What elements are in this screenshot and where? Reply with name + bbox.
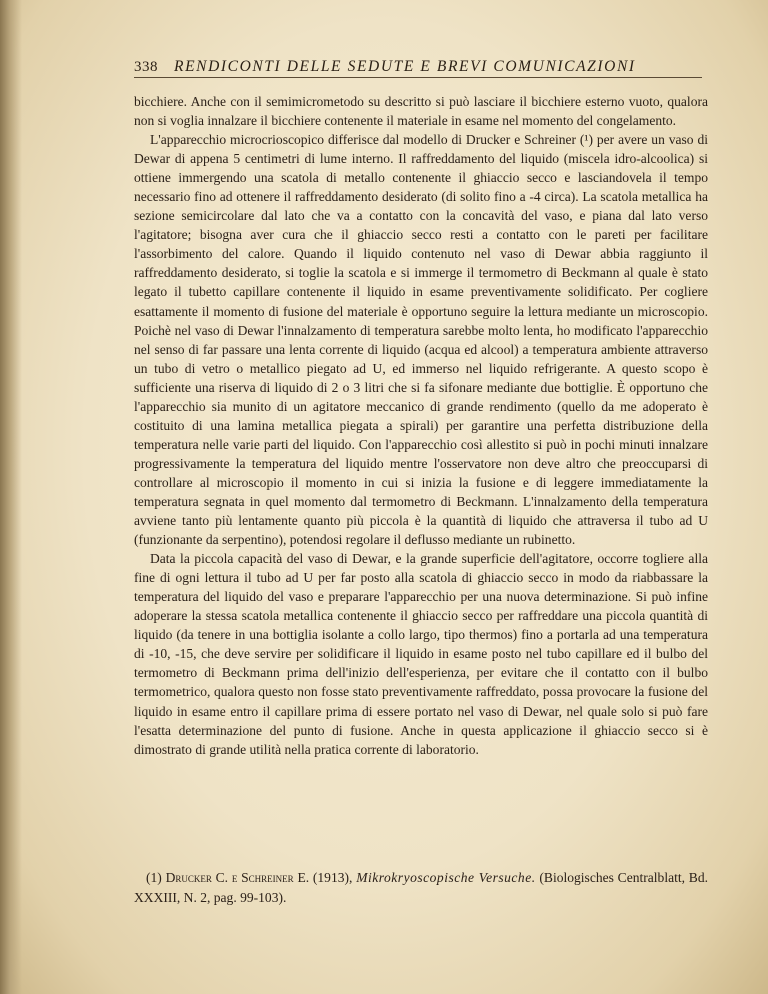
- paragraph-continuation: bicchiere. Anche con il semimicrometodo su descritto si può lasciare il bicchiere esterno vuoto, qualora non si voglia innalzare il bicchiere contenente il materiale in esame nel momento del congelamento.: [134, 94, 708, 129]
- running-head: RENDICONTI DELLE SEDUTE E BREVI COMUNICAZIONI: [174, 58, 636, 75]
- page-number: 338: [134, 59, 158, 75]
- footnote-authors: Drucker C. e Schreiner E.: [165, 870, 310, 885]
- header-rule: [134, 77, 702, 78]
- footnote: [134, 868, 708, 907]
- paragraph-apparatus: L'apparecchio microcrioscopico differisce dal modello di Drucker e Schreiner (¹) per avere un vaso di Dewar di appena 5 centimetri di lume interno. Il raffreddamento del liquido (miscela idro-alcoolica) si ottiene immergendo una scatola di metallo contenente il ghiaccio secco e lasciandovela il tempo necessario fino ad ottenere il raffreddamento desiderato (di solito fino a -4 circa). La scatola metallica ha sezione semicircolare dal lato che va a contatto con la concavità del vaso, e piana dal lato verso l'agitatore; bisogna aver cura che il ghiaccio secco resti a contatto con le pareti per facilitare l'assorbimento del calore. Quando il liquido contenuto nel vaso di Dewar abbia raggiunto il raffreddamento desiderato, si toglie la scatola e si immerge il termometro di Beckmann al quale è stato legato il tubetto capillare contenente il liquido in esame preventivamente solidificato. Per cogliere esattamente il momento di fusione del materiale è opportuno seguire la lettura mediante un microscopio. Poichè nel vaso di Dewar l'innalzamento di temperatura sarebbe molto lenta, ho modificato l'apparecchio nel senso di far passare una lenta corrente di liquido (acqua ed alcool) a temperatura ambiente attraverso un tubo di vetro o metallico piegato ad U, ed immerso nel liquido refrigerante. A questo scopo è sufficiente una riserva di liquido di 2 o 3 litri che si fa sifonare mediante due bottiglie. È opportuno che l'apparecchio sia munito di un agitatore meccanico di grande rendimento (quello da me adoperato è costituito di una lamina metallica piegata a spirali) per garantire una perfetta distribuzione della temperatura nelle varie parti del liquido. Con l'apparecchio così allestito si può in pochi minuti innalzare progressivamente la temperatura del liquido mentre l'osservatore non deve altro che preoccuparsi di controllare al microscopio il momento in cui si inizia la fusione e di leggere immediatamente la temperatura segnata in quel momento dal termometro di Beckmann. L'innalzamento della temperatura avviene tanto più lentamente quanto più piccola è la quantità di liquido che attraversa il tubo ad U (funzionante da serpentino), potendosi regolare il deflusso mediante un rubinetto.: [134, 132, 708, 548]
- footnote-year: (1913),: [312, 870, 353, 885]
- footnote-source: (Biologisches Centralblatt, Bd. XXXIII, N. 2, pag. 99-103).: [134, 870, 708, 905]
- paragraph-procedure: Data la piccola capacità del vaso di Dewar, e la grande superficie dell'agitatore, occorre togliere alla fine di ogni lettura il tubo ad U per far posto alla scatola di ghiaccio secco in modo da riabbassare la temperatura del liquido del vaso e preparare l'apparecchio per una nuova determinazione. Si può infine adoperare la stessa scatola metallica contenente il ghiaccio secco per raffreddare una piccola quantità di liquido (da tenere in una bottiglia isolante a collo largo, tipo thermos) fino a portarla ad una temperatura di -10, -15, che deve servire per solidificare il liquido in esame posto nel tubo capillare ed il bulbo del termometro di Beckmann prima dell'inizio dell'esperienza, per evitare che il contatto con il bulbo termometrico, qualora questo non fosse stato preventivamente raffreddato, possa provocare la fusione del liquido in esame entro il capillare prima di essere portato nel vaso di Dewar, nel quale solo si può fare l'esatta determinazione del punto di fusione. Anche in questa applicazione il ghiaccio secco si è dimostrato di grande utilità nella pratica corrente di laboratorio.: [134, 551, 708, 757]
- footnote-marker: (1): [146, 870, 162, 885]
- page-edge-shadow: [0, 0, 22, 994]
- body-text: [134, 92, 708, 759]
- footnote-title: Mikrokryoscopische Versuche.: [356, 870, 536, 885]
